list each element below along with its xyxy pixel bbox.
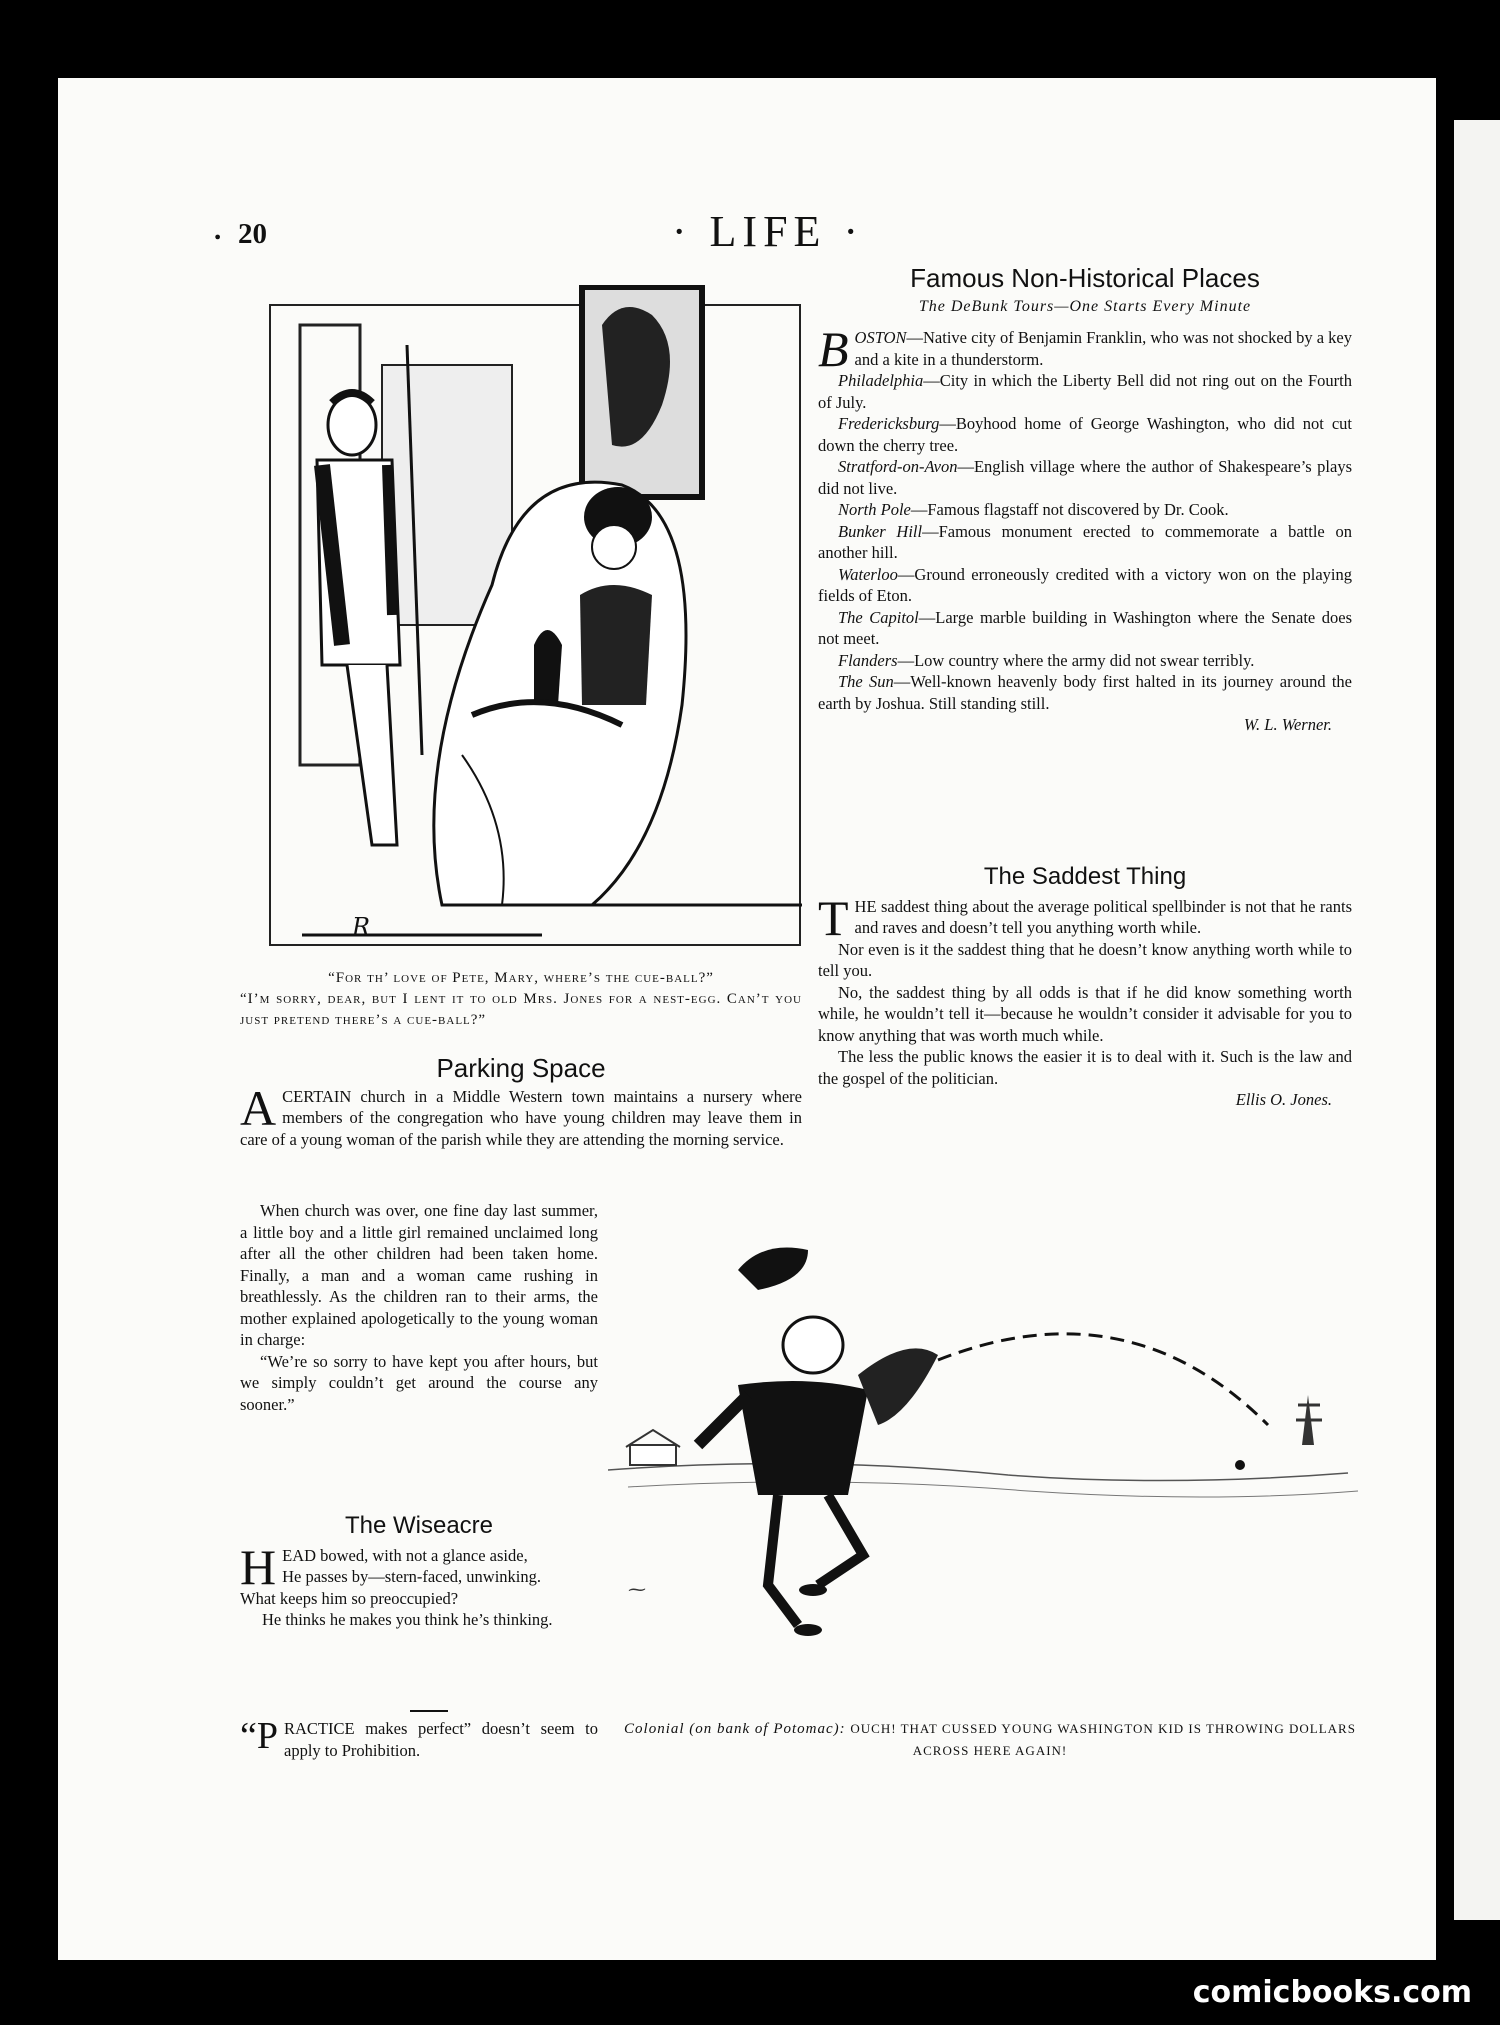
place-name: The Capitol (838, 607, 919, 627)
famous-places-article (818, 263, 1353, 736)
svg-text:⁓: ⁓ (628, 1579, 646, 1600)
top-cartoon-caption-line2: “I’m sorry, dear, but I lent it to old Mrs. Jones for a nest-egg. Can’t you just pretend there’s a cue-ball?” (240, 991, 802, 1028)
parking-space-article (240, 1053, 802, 1150)
famous-place-entry (818, 499, 1352, 521)
saddest-thing-title: The Saddest Thing (983, 863, 1187, 890)
place-name: North Pole (838, 500, 911, 519)
parking-space-continued (240, 1200, 598, 1415)
famous-places-signature: W. L. Werner. (1243, 715, 1332, 734)
saddest-thing-article (818, 863, 1352, 1111)
famous-places-dropcap: B (818, 321, 849, 377)
top-cartoon-caption (240, 968, 802, 1031)
parking-space-title: Parking Space (436, 1053, 606, 1083)
saddest-thing-signature: Ellis O. Jones. (1235, 1090, 1332, 1109)
svg-text:R: R (352, 913, 371, 941)
bottom-cartoon-caption (620, 1718, 1360, 1762)
place-description: —English village where the author of Shakespeare’s plays did not live. (818, 457, 1352, 498)
famous-place-entry (818, 413, 1352, 456)
wiseacre-poem (240, 1512, 598, 1631)
place-name: OSTON (854, 328, 907, 347)
famous-place-entry (818, 650, 1352, 672)
site-watermark: comicbooks.com (1192, 1975, 1472, 2010)
page-number: . 20 (238, 218, 267, 251)
place-name: Flanders (838, 650, 898, 670)
place-name: Stratford-on-Avon (838, 457, 958, 476)
practice-text: RACTICE makes perfect” doesn’t seem to apply to Prohibition. (284, 1719, 598, 1760)
wiseacre-line3: What keeps him so preoccupied? (240, 1588, 459, 1608)
place-description: —Famous monument erected to commemorate a battle on another hill. (818, 521, 1352, 562)
famous-place-entry (818, 321, 1352, 377)
wiseacre-line2: He passes by—stern-faced, unwinking. (282, 1567, 542, 1586)
wiseacre-dropcap: H (240, 1538, 277, 1595)
famous-places-subtitle: The DeBunk Tours—One Starts Every Minute (918, 297, 1252, 315)
saddest-thing-p1: THE saddest thing about the average political spellbinder is not that he rants and raves and doesn’t tell you anything worth while. (818, 889, 1352, 946)
famous-place-entry (818, 370, 1352, 413)
wiseacre-line4: He thinks he makes you think he’s thinking. (262, 1610, 553, 1629)
place-description: —Well-known heavenly body first halted in its journey around the earth by Joshua. Still standing still. (818, 672, 1353, 713)
place-name: Waterloo (838, 564, 898, 584)
bottom-caption-speaker: Colonial (on bank of Potomac): (624, 1721, 846, 1737)
place-name: Bunker Hill (838, 521, 923, 541)
place-description: —City in which the Liberty Bell did not ring out on the Fourth of July. (818, 371, 1352, 412)
parking-space-p2: When church was over, one fine day last summer, a little boy and a little girl remained unclaimed long after all the other children had been taken home. Finally, a man and a woman came rushing in breathlessly. As the children ran to their arms, the mother explained apologetically to the young woman in charge: (240, 1201, 598, 1349)
wiseacre-title: The Wiseacre (344, 1512, 494, 1539)
famous-place-entry (818, 456, 1352, 499)
next-page-edge (1454, 120, 1500, 1920)
saddest-thing-dropcap: T (818, 889, 849, 946)
parking-space-p3: “We’re so sorry to have kept you after hours, but we simply couldn’t get around the course any sooner.” (240, 1351, 598, 1414)
masthead: · LIFE · (671, 207, 865, 256)
saddest-thing-p4: The less the public knows the easier it is to deal with it. Such is the law and the gospel of the politician. (818, 1047, 1352, 1088)
saddest-thing-p2: Nor even is it the saddest thing that he doesn’t know anything worth while to tell you. (818, 939, 1352, 980)
place-description: —Ground erroneously credited with a victory won on the playing fields of Eton. (818, 564, 1352, 605)
place-description: —Boyhood home of George Washington, who did not cut down the cherry tree. (818, 414, 1352, 455)
bottom-caption-text: OUCH! THAT CUSSED YOUNG WASHINGTON KID IS THROWING DOLLARS ACROSS HERE AGAIN! (850, 1721, 1356, 1758)
saddest-thing-p3: No, the saddest thing by all odds is that if he did know something worth while, he wouldn’t tell it—because he wouldn’t consider it advisable for you to know anything that was worth much while. (818, 982, 1352, 1045)
famous-place-entry (818, 671, 1352, 714)
place-name: Fredericksburg (838, 414, 940, 433)
place-description: —Large marble building in Washington where the Senate does not meet. (818, 607, 1352, 648)
practice-dropcap: “P (240, 1715, 278, 1757)
place-name: The Sun (838, 672, 894, 691)
place-name: Philadelphia (838, 371, 924, 390)
parking-space-dropcap: A (240, 1079, 277, 1136)
wiseacre-line1: EAD bowed, with not a glance aside, (282, 1545, 528, 1565)
famous-places-list (818, 321, 1353, 714)
colonial-cartoon (608, 1225, 1360, 1710)
place-description: —Famous flagstaff not discovered by Dr. Cook. (910, 500, 1229, 519)
famous-place-entry (818, 564, 1352, 607)
famous-place-entry (818, 521, 1352, 564)
famous-place-entry (818, 607, 1352, 650)
top-cartoon-caption-line1: “For th’ love of Pete, Mary, where’s the cue-ball?” (328, 970, 714, 986)
place-description: —Native city of Benjamin Franklin, who was not shocked by a key and a kite in a thunderstorm. (854, 328, 1352, 369)
parking-space-p1: ACERTAIN church in a Middle Western town maintains a nursery where members of the congregation who have young children may leave them in care of a young woman of the parish while they are attending the morning service. (240, 1079, 802, 1149)
place-description: —Low country where the army did not swear terribly. (897, 650, 1255, 670)
divider-rule (410, 1710, 448, 1712)
practice-quip (240, 1715, 598, 1761)
famous-places-title: Famous Non-Historical Places (910, 263, 1260, 293)
billiards-cartoon (262, 285, 808, 955)
